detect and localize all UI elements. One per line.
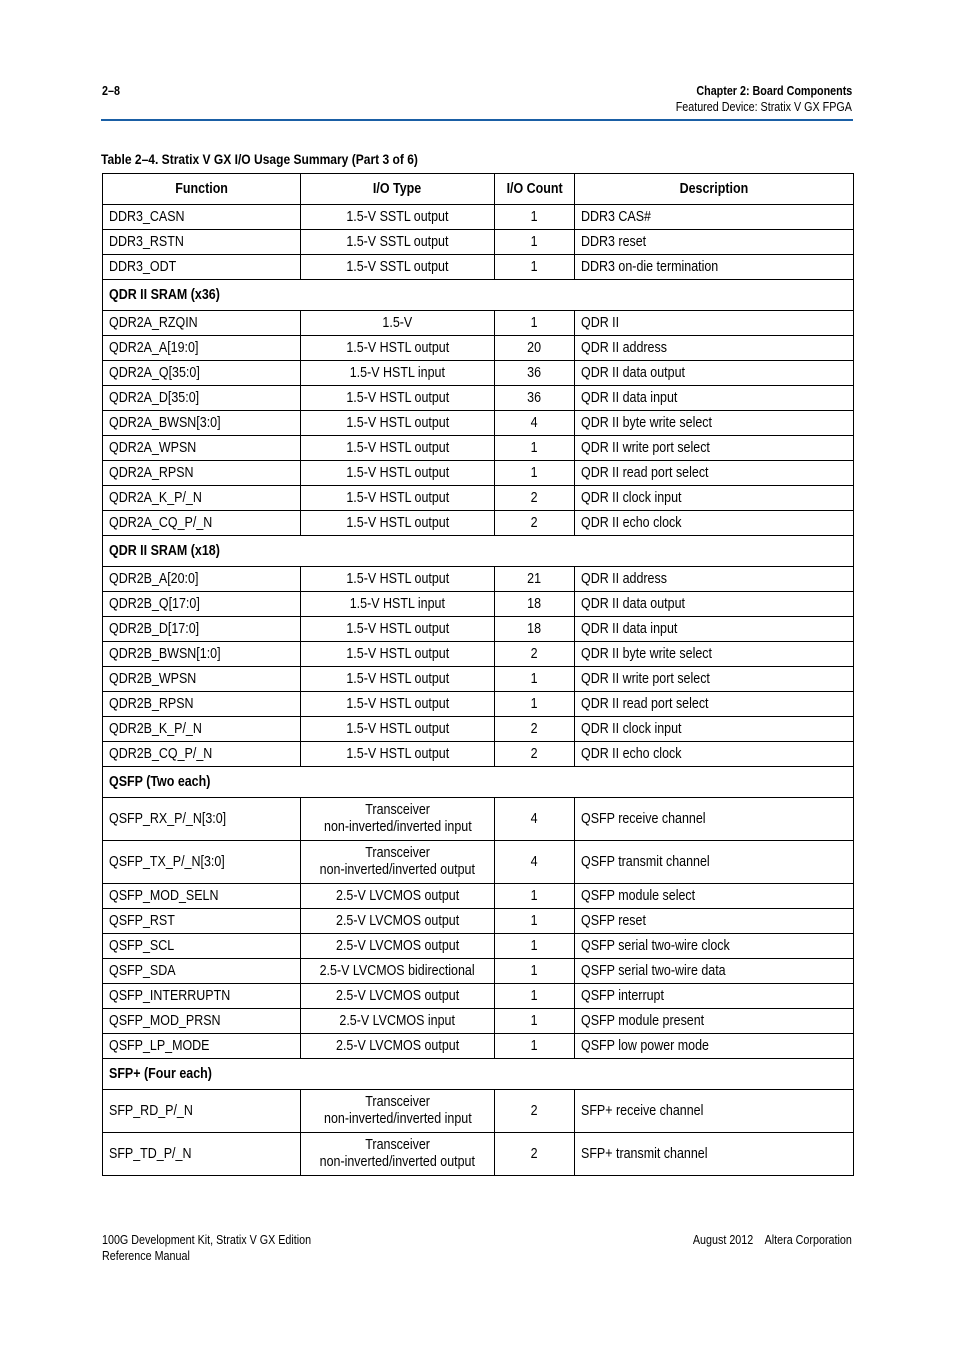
cell-description: QSFP serial two-wire clock (575, 934, 854, 959)
table-row (103, 798, 854, 841)
cell-description: QDR II data input (575, 617, 854, 642)
cell-description: QDR II write port select (575, 667, 854, 692)
column-header-io-count: I/O Count (495, 174, 575, 205)
cell-description: QDR II clock input (575, 486, 854, 511)
cell-function: QSFP_TX_P/_N[3:0] (103, 841, 301, 884)
cell-io-count: 1 (495, 205, 575, 230)
table-row (103, 311, 854, 336)
cell-io-count: 18 (495, 592, 575, 617)
table-row (103, 230, 854, 255)
cell-function: QSFP_RX_P/_N[3:0] (103, 798, 301, 841)
cell-description: QDR II data output (575, 361, 854, 386)
cell-io-count: 1 (495, 934, 575, 959)
cell-io-count: 4 (495, 411, 575, 436)
table-row (103, 884, 854, 909)
cell-io-count: 18 (495, 617, 575, 642)
cell-io-count: 2 (495, 511, 575, 536)
cell-io-type: 1.5-V SSTL output (301, 255, 495, 280)
cell-description: QDR II address (575, 336, 854, 361)
table-caption: Table 2–4. Stratix V GX I/O Usage Summary (Part 3 of 6) (101, 151, 418, 167)
cell-description: QDR II data input (575, 386, 854, 411)
cell-io-count: 1 (495, 461, 575, 486)
cell-io-type: 1.5-V HSTL output (301, 386, 495, 411)
cell-io-count: 1 (495, 1034, 575, 1059)
table-row (103, 255, 854, 280)
column-header-function: Function (103, 174, 301, 205)
cell-io-type: 1.5-V HSTL output (301, 692, 495, 717)
cell-description: QDR II read port select (575, 692, 854, 717)
table-row (103, 841, 854, 884)
cell-description: QDR II byte write select (575, 642, 854, 667)
cell-line: non-inverted/inverted output (319, 1154, 476, 1170)
cell-io-type: 1.5-V HSTL output (301, 436, 495, 461)
cell-description: DDR3 reset (575, 230, 854, 255)
cell-function: QSFP_SDA (103, 959, 301, 984)
cell-io-type: 1.5-V (301, 311, 495, 336)
cell-io-count: 2 (495, 486, 575, 511)
table-row (103, 386, 854, 411)
cell-io-type: 1.5-V HSTL output (301, 667, 495, 692)
cell-description: QDR II write port select (575, 436, 854, 461)
cell-description: QDR II byte write select (575, 411, 854, 436)
cell-io-count: 1 (495, 255, 575, 280)
cell-io-type (301, 841, 495, 884)
cell-io-type: 1.5-V HSTL output (301, 511, 495, 536)
cell-io-count: 1 (495, 1009, 575, 1034)
footer-document-title: 100G Development Kit, Stratix V GX Edition (102, 1233, 312, 1247)
cell-function: SFP_RD_P/_N (103, 1090, 301, 1133)
cell-io-type: 2.5-V LVCMOS output (301, 1034, 495, 1059)
cell-description: QDR II echo clock (575, 511, 854, 536)
cell-io-count: 4 (495, 841, 575, 884)
table-row (103, 592, 854, 617)
cell-line: non-inverted/inverted input (323, 1111, 472, 1127)
cell-description: QDR II echo clock (575, 742, 854, 767)
cell-description: QDR II read port select (575, 461, 854, 486)
table-row (103, 336, 854, 361)
cell-io-count: 20 (495, 336, 575, 361)
table-row (103, 617, 854, 642)
cell-io-count: 1 (495, 984, 575, 1009)
cell-function: QDR2A_WPSN (103, 436, 301, 461)
cell-io-count: 2 (495, 642, 575, 667)
cell-function: QSFP_RST (103, 909, 301, 934)
cell-io-count: 1 (495, 230, 575, 255)
cell-function: QDR2A_BWSN[3:0] (103, 411, 301, 436)
cell-line: Transceiver (365, 1094, 430, 1110)
table-row (103, 411, 854, 436)
cell-io-type: 1.5-V HSTL input (301, 592, 495, 617)
cell-description: QSFP module present (575, 1009, 854, 1034)
cell-function: QSFP_LP_MODE (103, 1034, 301, 1059)
cell-function: QDR2A_K_P/_N (103, 486, 301, 511)
table-row (103, 909, 854, 934)
cell-io-type (301, 1090, 495, 1133)
section-title: QSFP (Two each) (103, 767, 854, 798)
cell-line: non-inverted/inverted output (319, 862, 476, 878)
cell-io-count: 2 (495, 717, 575, 742)
cell-io-count: 1 (495, 959, 575, 984)
cell-io-type (301, 798, 495, 841)
cell-description: QSFP interrupt (575, 984, 854, 1009)
cell-description: QSFP module select (575, 884, 854, 909)
cell-io-type: 1.5-V SSTL output (301, 230, 495, 255)
table-body (103, 205, 854, 1176)
cell-line: Transceiver (365, 845, 430, 861)
cell-description: QSFP transmit channel (575, 841, 854, 884)
section-title: QDR II SRAM (x18) (103, 536, 854, 567)
cell-line: non-inverted/inverted input (323, 819, 472, 835)
cell-description: QDR II address (575, 567, 854, 592)
cell-io-type: 1.5-V HSTL output (301, 411, 495, 436)
cell-function: QDR2B_CQ_P/_N (103, 742, 301, 767)
cell-io-count: 1 (495, 884, 575, 909)
footer-date-company: August 2012 Altera Corporation (693, 1233, 852, 1247)
cell-io-count: 1 (495, 436, 575, 461)
cell-description: SFP+ receive channel (575, 1090, 854, 1133)
section-title: QDR II SRAM (x36) (103, 280, 854, 311)
table-section-row (103, 536, 854, 567)
table-row (103, 642, 854, 667)
column-header-description: Description (575, 174, 854, 205)
header-rule (101, 119, 853, 121)
cell-function: QSFP_INTERRUPTN (103, 984, 301, 1009)
table-row (103, 1133, 854, 1176)
cell-description: QSFP reset (575, 909, 854, 934)
cell-io-count: 2 (495, 1133, 575, 1176)
cell-io-type: 2.5-V LVCMOS output (301, 934, 495, 959)
cell-io-type: 1.5-V HSTL output (301, 717, 495, 742)
table-row (103, 511, 854, 536)
cell-function: QDR2A_D[35:0] (103, 386, 301, 411)
cell-description: QDR II (575, 311, 854, 336)
table-row (103, 361, 854, 386)
cell-io-count: 2 (495, 742, 575, 767)
cell-io-type: 1.5-V HSTL input (301, 361, 495, 386)
cell-description: DDR3 CAS# (575, 205, 854, 230)
cell-io-type: 2.5-V LVCMOS output (301, 984, 495, 1009)
cell-function: QDR2A_Q[35:0] (103, 361, 301, 386)
cell-io-count: 4 (495, 798, 575, 841)
section-title: SFP+ (Four each) (103, 1059, 854, 1090)
cell-function: QDR2A_RZQIN (103, 311, 301, 336)
cell-io-type: 2.5-V LVCMOS output (301, 909, 495, 934)
table-row (103, 717, 854, 742)
cell-function: QSFP_MOD_PRSN (103, 1009, 301, 1034)
cell-description: QDR II clock input (575, 717, 854, 742)
cell-description: SFP+ transmit channel (575, 1133, 854, 1176)
cell-function: QDR2A_RPSN (103, 461, 301, 486)
table-row (103, 205, 854, 230)
cell-io-type: 1.5-V HSTL output (301, 486, 495, 511)
cell-function: SFP_TD_P/_N (103, 1133, 301, 1176)
cell-io-count: 1 (495, 909, 575, 934)
table-row (103, 1090, 854, 1133)
table-section-row (103, 767, 854, 798)
cell-line: Transceiver (365, 1137, 430, 1153)
table-section-row (103, 1059, 854, 1090)
cell-description: QSFP receive channel (575, 798, 854, 841)
cell-function: QDR2B_BWSN[1:0] (103, 642, 301, 667)
cell-io-type: 1.5-V HSTL output (301, 617, 495, 642)
cell-function: DDR3_ODT (103, 255, 301, 280)
cell-io-count: 2 (495, 1090, 575, 1133)
cell-description: QSFP low power mode (575, 1034, 854, 1059)
table-row (103, 984, 854, 1009)
cell-io-count: 36 (495, 361, 575, 386)
chapter-title: Chapter 2: Board Components (696, 84, 852, 98)
table-row (103, 667, 854, 692)
cell-io-type: 2.5-V LVCMOS bidirectional (301, 959, 495, 984)
cell-function: QDR2B_K_P/_N (103, 717, 301, 742)
cell-function: QSFP_MOD_SELN (103, 884, 301, 909)
cell-io-type: 1.5-V HSTL output (301, 336, 495, 361)
cell-function: QDR2B_D[17:0] (103, 617, 301, 642)
chapter-subtitle: Featured Device: Stratix V GX FPGA (675, 100, 852, 114)
cell-io-count: 36 (495, 386, 575, 411)
table-row (103, 1034, 854, 1059)
cell-io-type: 1.5-V HSTL output (301, 567, 495, 592)
io-usage-table (102, 173, 854, 1176)
cell-io-count: 1 (495, 311, 575, 336)
cell-io-count: 1 (495, 692, 575, 717)
table-row (103, 692, 854, 717)
table-row (103, 959, 854, 984)
table-row (103, 436, 854, 461)
table-row (103, 461, 854, 486)
cell-function: QDR2A_A[19:0] (103, 336, 301, 361)
cell-io-type (301, 1133, 495, 1176)
cell-function: DDR3_RSTN (103, 230, 301, 255)
cell-line: Transceiver (365, 802, 430, 818)
cell-function: QDR2B_Q[17:0] (103, 592, 301, 617)
cell-function: QDR2B_WPSN (103, 667, 301, 692)
cell-io-count: 21 (495, 567, 575, 592)
page-number: 2–8 (102, 84, 120, 98)
table-row (103, 486, 854, 511)
cell-description: QDR II data output (575, 592, 854, 617)
table-row (103, 567, 854, 592)
cell-io-type: 1.5-V HSTL output (301, 461, 495, 486)
cell-function: QDR2B_A[20:0] (103, 567, 301, 592)
cell-function: QDR2B_RPSN (103, 692, 301, 717)
cell-description: QSFP serial two-wire data (575, 959, 854, 984)
cell-function: DDR3_CASN (103, 205, 301, 230)
cell-function: QSFP_SCL (103, 934, 301, 959)
cell-io-type: 1.5-V SSTL output (301, 205, 495, 230)
table-row (103, 934, 854, 959)
cell-io-type: 2.5-V LVCMOS input (301, 1009, 495, 1034)
table-row (103, 742, 854, 767)
footer-document-type: Reference Manual (102, 1249, 190, 1263)
cell-function: QDR2A_CQ_P/_N (103, 511, 301, 536)
table-header-row (103, 174, 854, 205)
column-header-io-type: I/O Type (301, 174, 495, 205)
cell-io-type: 1.5-V HSTL output (301, 742, 495, 767)
table-row (103, 1009, 854, 1034)
cell-io-count: 1 (495, 667, 575, 692)
cell-io-type: 1.5-V HSTL output (301, 642, 495, 667)
table-section-row (103, 280, 854, 311)
cell-io-type: 2.5-V LVCMOS output (301, 884, 495, 909)
cell-description: DDR3 on-die termination (575, 255, 854, 280)
